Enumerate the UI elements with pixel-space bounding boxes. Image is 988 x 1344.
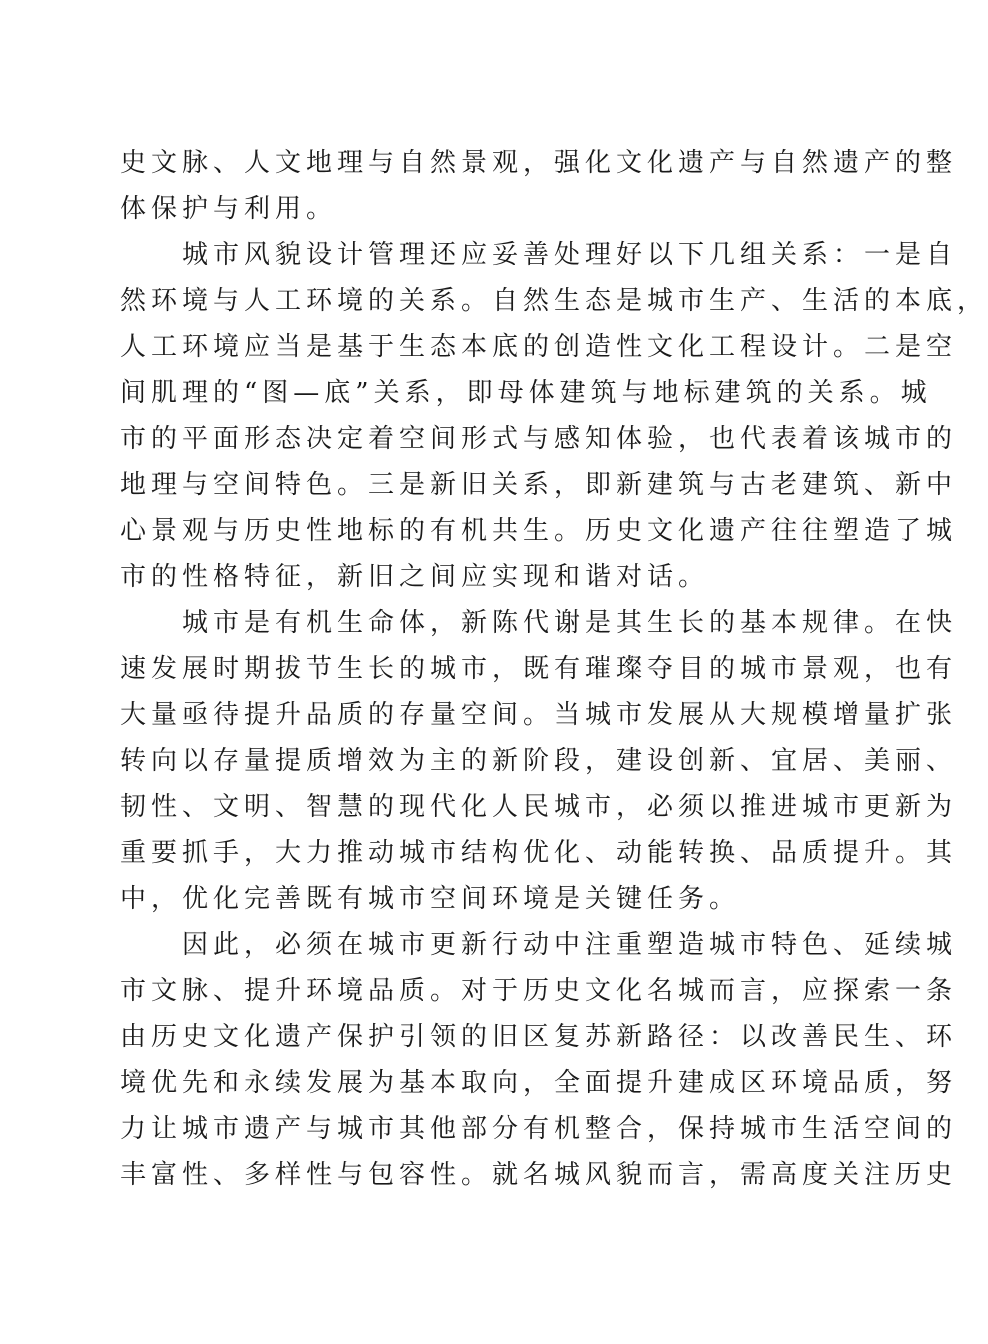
text-line: 转向以存量提质增效为主的新阶段，建设创新、宜居、美丽、	[120, 746, 958, 776]
text-line: 史文脉、人文地理与自然景观，强化文化遗产与自然遗产的整	[120, 148, 958, 178]
text-line: 中，优化完善既有城市空间环境是关键任务。	[120, 884, 741, 914]
text-line: 境优先和永续发展为基本取向，全面提升建成区环境品质，努	[120, 1068, 958, 1098]
text-line: 力让城市遗产与城市其他部分有机整合，保持城市生活空间的	[120, 1114, 958, 1144]
text-line: 体保护与利用。	[120, 194, 338, 224]
text-line: 市的性格特征，新旧之间应实现和谐对话。	[120, 562, 710, 592]
text-line: 心景观与历史性地标的有机共生。历史文化遗产往往塑造了城	[120, 516, 958, 546]
text-line: 市的平面形态决定着空间形式与感知体验，也代表着该城市的	[120, 424, 958, 454]
paragraph-start-line: 城市风貌设计管理还应妥善处理好以下几组关系：一是自	[182, 240, 958, 270]
paragraph-start-line: 城市是有机生命体，新陈代谢是其生长的基本规律。在快	[182, 608, 958, 638]
text-line: 丰富性、多样性与包容性。就名城风貌而言，需高度关注历史	[120, 1160, 958, 1190]
text-line: 重要抓手，大力推动城市结构优化、动能转换、品质提升。其	[120, 838, 958, 868]
text-line: 然环境与人工环境的关系。自然生态是城市生产、生活的本底，	[120, 286, 988, 316]
text-line: 韧性、文明、智慧的现代化人民城市，必须以推进城市更新为	[120, 792, 958, 822]
text-line: 间肌理的“图—底”关系，即母体建筑与地标建筑的关系。城	[120, 378, 932, 408]
text-line: 速发展时期拔节生长的城市，既有璀璨夺目的城市景观，也有	[120, 654, 958, 684]
text-line: 由历史文化遗产保护引领的旧区复苏新路径：以改善民生、环	[120, 1022, 958, 1052]
text-line: 地理与空间特色。三是新旧关系，即新建筑与古老建筑、新中	[120, 470, 958, 500]
text-line: 市文脉、提升环境品质。对于历史文化名城而言，应探索一条	[120, 976, 958, 1006]
text-line: 大量亟待提升品质的存量空间。当城市发展从大规模增量扩张	[120, 700, 958, 730]
text-line: 人工环境应当是基于生态本底的创造性文化工程设计。二是空	[120, 332, 958, 362]
paragraph-start-line: 因此，必须在城市更新行动中注重塑造城市特色、延续城	[182, 930, 958, 960]
body-text	[120, 140, 988, 1198]
